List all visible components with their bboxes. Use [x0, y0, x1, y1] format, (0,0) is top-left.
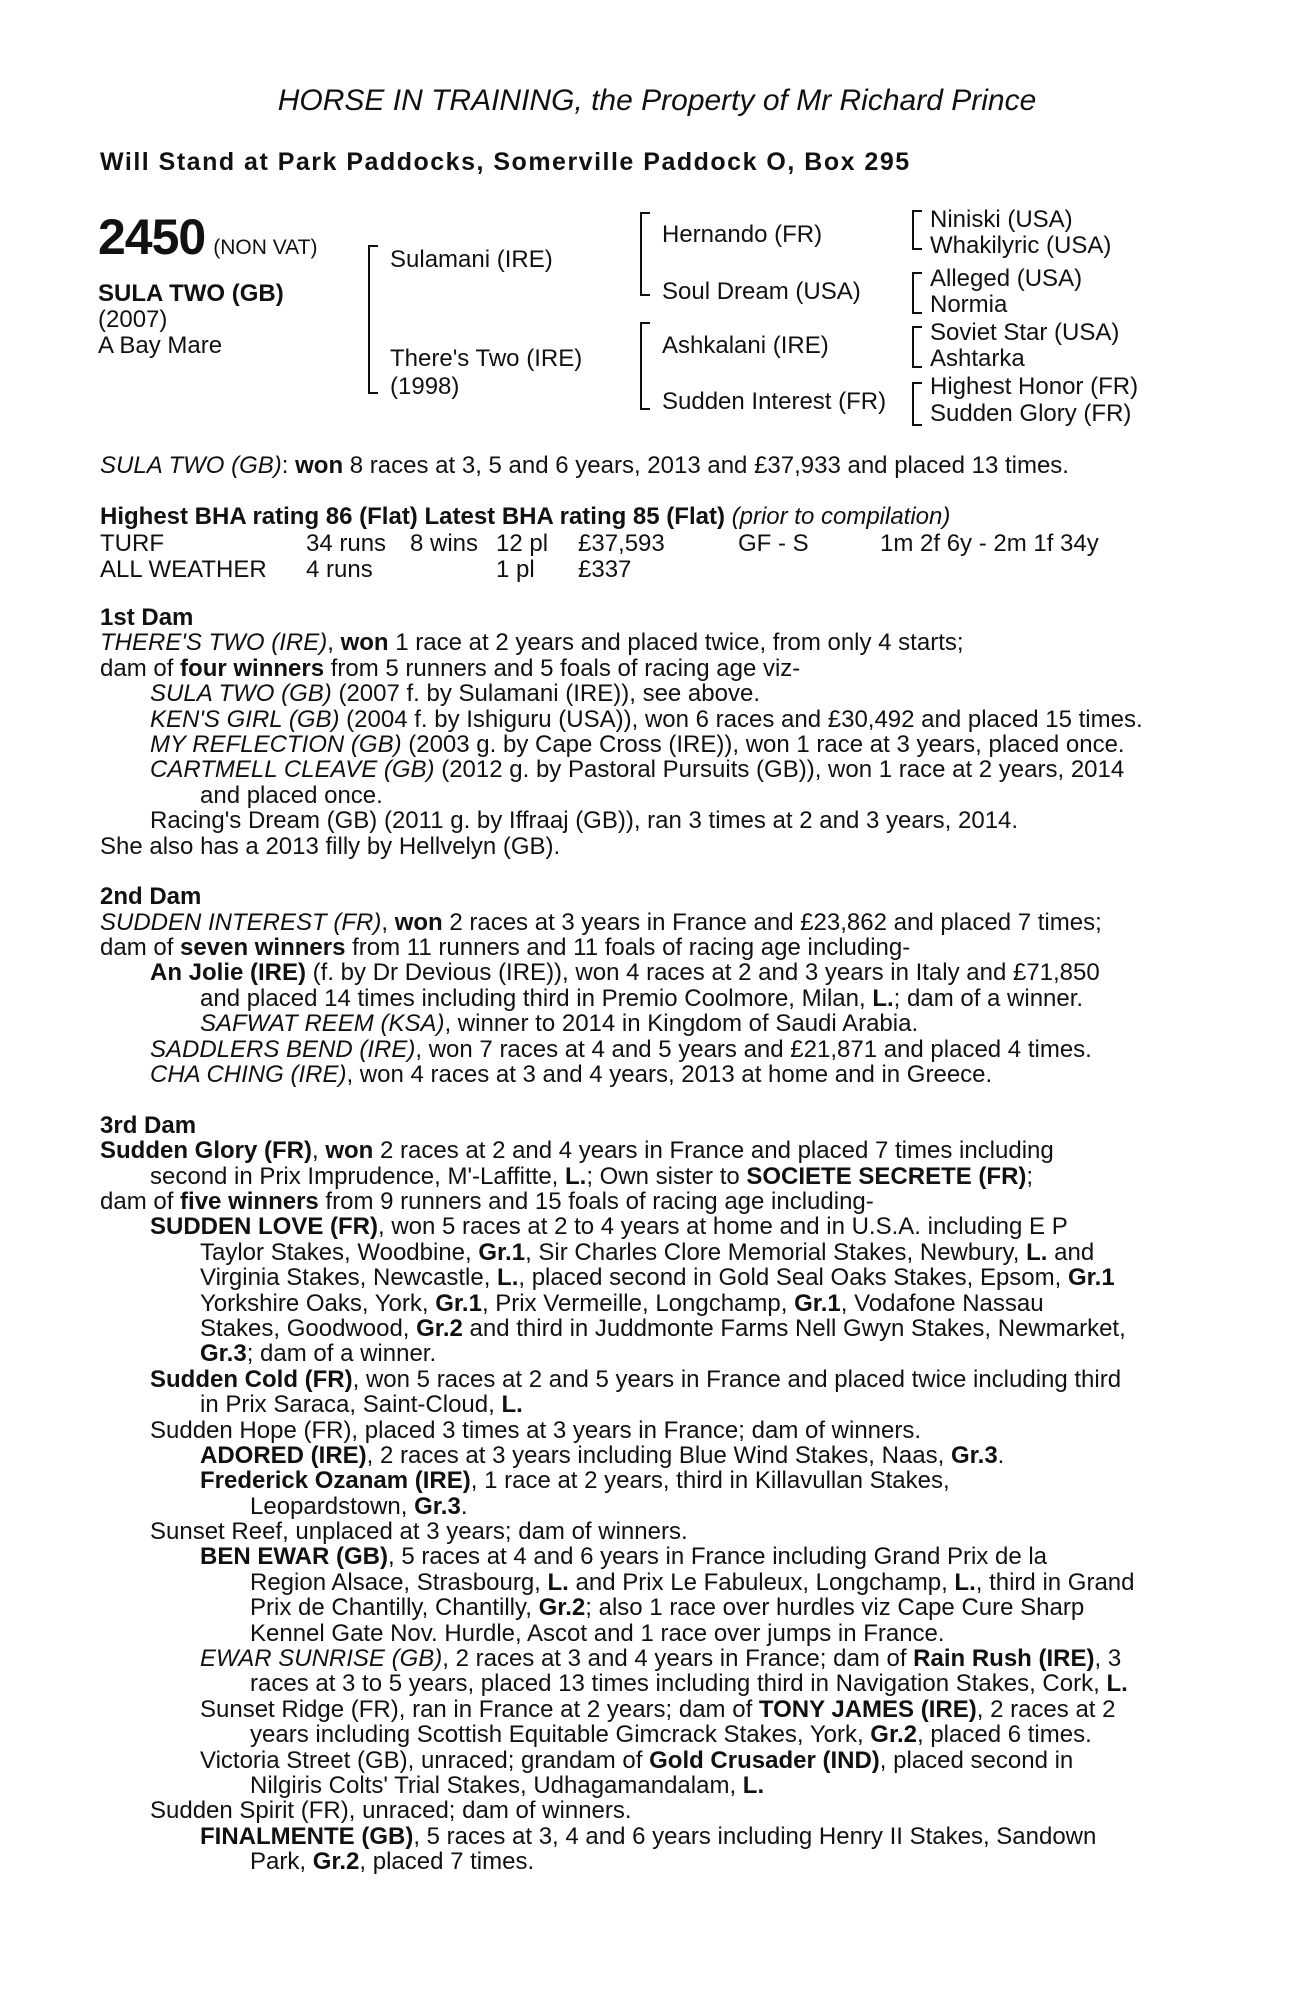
dam3-l1b-pre: second in Prix Imprudence, M'-Laffitte, [150, 1162, 565, 1190]
dam2-progeny-1-cont-post: ; dam of a winner. [893, 984, 1084, 1012]
vs-2b: L. [742, 1771, 765, 1799]
dam2-progeny-1 [100, 960, 1210, 985]
pedigree-brace-sire [640, 212, 650, 296]
dam3-finalmente-2 [100, 1849, 1210, 1874]
dam1-progeny-4-name: CARTMELL CLEAVE (GB) [150, 756, 435, 784]
turf-pl: 12 pl [496, 530, 549, 557]
dam3-line1b [100, 1164, 1210, 1189]
dam1-progeny-2-name: KEN'S GIRL (GB) [150, 705, 340, 733]
sl-3a: Virginia Stakes, Newcastle, [200, 1264, 498, 1292]
pedigree-sds: Alleged (USA) [930, 265, 1083, 292]
ewar-sunrise-name: EWAR SUNRISE (GB) [200, 1645, 443, 1673]
es-b: Rain Rush (IRE) [913, 1645, 1095, 1673]
dam2-progeny-1-cont-b: L. [872, 984, 894, 1012]
dam3-victoria-street-1 [100, 1748, 1210, 1773]
summary-won: won [295, 452, 344, 479]
es-2a: races at 3 to 5 years, placed 13 times including third in Navigation Stakes, Cork, [250, 1670, 1107, 1698]
turf-wins: 8 wins [410, 530, 479, 557]
pedigree-dam-dam: Sudden Interest (FR) [662, 388, 887, 415]
pedigree-ddd: Sudden Glory (FR) [930, 400, 1132, 427]
sl-2e: and [1047, 1238, 1095, 1266]
dam1-progeny-4-cont: and placed once. [200, 781, 383, 809]
dam2-progeny-3-name: CHA CHING (IRE) [150, 1061, 347, 1089]
dam2-progeny-3 [100, 1062, 1210, 1087]
dam1-won: won [340, 629, 389, 657]
summary-line: SULA TWO (GB): won 8 races at 3, 5 and 6 years, 2013 and £37,933 and placed 13 times. [100, 452, 1069, 479]
dam1-progeny-3-rest: (2003 g. by Cape Cross (IRE)), won 1 race at 3 years, placed once. [401, 730, 1125, 758]
fi-2b: Gr.2 [312, 1848, 360, 1876]
be-1: , 5 races at 4 and 6 years in France including Grand Prix de la [388, 1543, 1048, 1571]
dam2-progeny-3-rest: , won 4 races at 3 and 4 years, 2013 at home and in Greece. [346, 1061, 993, 1089]
es-2b: L. [1106, 1670, 1128, 1698]
dam2-progeny-2-name: SADDLERS BEND (IRE) [150, 1035, 416, 1063]
pedigree-brace-sd [912, 272, 922, 314]
dam3-sunset-ridge-1 [100, 1697, 1210, 1722]
dam1-progeny-3-name: MY REFLECTION (GB) [150, 730, 402, 758]
pedigree-brace-ds [912, 326, 922, 368]
dam-sections [100, 605, 1210, 1875]
dam1-line2 [100, 656, 1210, 681]
sl-4c: , Prix Vermeille, Longchamp, [481, 1289, 795, 1317]
dam3-line1: Sudden Glory (FR), won 2 races at 2 and 4 years in France and placed 7 times including [100, 1137, 1054, 1165]
pedigree-brace-ss [912, 210, 922, 250]
page-title: HORSE IN TRAINING, the Property of Mr Richard Prince [277, 84, 1037, 117]
srd-2b: Gr.2 [870, 1721, 917, 1749]
dam3-sunset-reef: Sunset Reef, unplaced at 3 years; dam of winners. [150, 1518, 688, 1546]
sl-6a: Gr.3 [200, 1340, 247, 1368]
ratings-line [100, 503, 950, 531]
dam3-finalmente-1 [100, 1824, 1210, 1849]
sl-3b: L. [497, 1264, 519, 1292]
dam3-sudden-love-2 [100, 1240, 1210, 1265]
dam2-progeny-1-name: An Jolie (IRE) [150, 959, 307, 987]
be-2b: L. [547, 1568, 569, 1596]
pedigree-dam-sire: Ashkalani (IRE) [662, 332, 829, 359]
dam2-grandprogeny-1-rest: , winner to 2014 in Kingdom of Saudi Arabia. [444, 1010, 919, 1038]
vat-status: (NON VAT) [213, 236, 318, 259]
dam3-sudden-hope: Sudden Hope (FR), placed 3 times at 3 years in France; dam of winners. [150, 1416, 922, 1444]
turf-going: GF - S [738, 530, 809, 557]
dam3-sudden-love-5 [100, 1316, 1210, 1341]
ad-rest: , 2 races at 3 years including Blue Wind Stakes, Naas, [366, 1441, 951, 1469]
dam3-l2-post: from 9 runners and 15 foals of racing age including- [318, 1187, 874, 1215]
lot-number [98, 208, 317, 266]
sl-2d: L. [1026, 1238, 1048, 1266]
sc-2b: L. [501, 1391, 523, 1419]
dam1-rest: 1 race at 2 years and placed twice, from only 4 starts; [388, 629, 964, 657]
dam3-line2 [100, 1189, 1210, 1214]
sudden-cold-name: Sudden Cold (FR) [150, 1365, 353, 1393]
sl-5b: Gr.2 [416, 1314, 463, 1342]
pedigree-sire-sire: Hernando (FR) [662, 221, 823, 248]
sudden-love-name: SUDDEN LOVE (FR) [150, 1213, 378, 1241]
pedigree-sss: Niniski (USA) [930, 206, 1073, 233]
aw-label: ALL WEATHER [100, 556, 267, 583]
dam3-sudden-spirit: Sudden Spirit (FR), unraced; dam of winners. [150, 1797, 632, 1825]
sl-5c: and third in Juddmonte Farms Nell Gwyn Stakes, Newmarket, [462, 1314, 1126, 1342]
fo-rest: , 1 race at 2 years, third in Killavullan Stakes, [470, 1467, 950, 1495]
pedigree-dsd: Ashtarka [930, 345, 1025, 372]
dam2-won: won [394, 908, 443, 936]
dam2-progeny-2-rest: , won 7 races at 4 and 5 years and £21,871 and placed 4 times. [415, 1035, 1092, 1063]
dam3-winners: five winners [180, 1187, 319, 1215]
dam3-frederick-1 [100, 1468, 1210, 1493]
dam1-progeny-2-rest: (2004 f. by Ishiguru (USA)), won 6 races and £30,492 and placed 15 times. [339, 705, 1143, 733]
sl-2c: , Sir Charles Clore Memorial Stakes, Newbury, [525, 1238, 1027, 1266]
sl-2a: Taylor Stakes, Woodbine, [200, 1238, 479, 1266]
ratings-bold: Highest BHA rating 86 (Flat) Latest BHA rating 85 (Flat) [100, 503, 725, 530]
dam2-grandprogeny-1 [100, 1011, 1210, 1036]
sl-6b: ; dam of a winner. [246, 1340, 437, 1368]
dam3-l1b-mid: ; Own sister to [586, 1162, 747, 1190]
be-2c: and Prix Le Fabuleux, Longchamp, [568, 1568, 955, 1596]
dam2-progeny-1-cont-pre: and placed 14 times including third in Premio Coolmore, Milan, [200, 984, 873, 1012]
pedigree-sire: Sulamani (IRE) [390, 246, 553, 273]
dam3-sudden-cold-1 [100, 1367, 1210, 1392]
dam2-heading: 2nd Dam [100, 883, 202, 911]
fi-2a: Park, [250, 1848, 313, 1876]
sl-4e: , Vodafone Nassau [840, 1289, 1044, 1317]
aw-runs: 4 runs [306, 556, 373, 583]
vs-a: Victoria Street (GB), unraced; grandam of [200, 1746, 650, 1774]
horse-year: (2007) [98, 306, 168, 333]
srd-b: TONY JAMES (IRE) [758, 1695, 977, 1723]
pedigree-sdd: Normia [930, 291, 1008, 318]
turf-distance: 1m 2f 6y - 2m 1f 34y [880, 530, 1099, 557]
sl-4b: Gr.1 [435, 1289, 482, 1317]
pedigree-ssd: Whakilyric (USA) [930, 232, 1112, 259]
dam1-line1: THERE'S TWO (IRE), won 1 race at 2 years and placed twice, from only 4 starts; [100, 629, 964, 657]
srd-2a: years including Scottish Equitable Gimcrack Stakes, York, [250, 1721, 871, 1749]
dam3-sudden-cold-2 [100, 1392, 1210, 1417]
dam3-ben-ewar-4: Kennel Gate Nov. Hurdle, Ascot and 1 race over jumps in France. [250, 1619, 945, 1647]
dam1-progeny-3 [100, 732, 1210, 757]
pedigree-dss: Soviet Star (USA) [930, 319, 1120, 346]
vs-c: , placed second in [879, 1746, 1074, 1774]
es-1e: , 3 [1094, 1645, 1122, 1673]
turf-prize: £37,593 [578, 530, 665, 557]
pedigree-brace-main [368, 245, 378, 394]
dam1-footer: She also has a 2013 filly by Hellvelyn (GB). [100, 832, 561, 860]
sl-3d: Gr.1 [1067, 1264, 1115, 1292]
spacer [100, 1087, 1210, 1112]
dam1-progeny-4 [100, 757, 1210, 782]
dam3-ben-ewar-3 [100, 1595, 1210, 1620]
turf-runs: 34 runs [306, 530, 387, 557]
fo-2a: Leopardstown, [250, 1492, 415, 1520]
sl-3c: , placed second in Gold Seal Oaks Stakes, Epsom, [518, 1264, 1068, 1292]
vs-b: Gold Crusader (IND) [649, 1746, 880, 1774]
fi-1: , 5 races at 3, 4 and 6 years including Henry II Stakes, Sandown [413, 1822, 1097, 1850]
dam3-heading: 3rd Dam [100, 1111, 197, 1139]
adored-name: ADORED (IRE) [200, 1441, 367, 1469]
dam2-progeny-1-rest: (f. by Dr Devious (IRE)), won 4 races at 2 and 3 years in Italy and £71,850 [306, 959, 1100, 987]
ad-end: . [997, 1441, 1005, 1469]
dam1-progeny-5: Racing's Dream (GB) (2011 g. by Iffraaj (GB)), ran 3 times at 2 and 3 years, 2014. [150, 807, 1019, 835]
be-3a: Prix de Chantilly, Chantilly, [250, 1594, 539, 1622]
dam1-l2-post: from 5 runners and 5 foals of racing age viz- [324, 654, 801, 682]
sudden-love-1: , won 5 races at 2 to 4 years at home and in U.S.A. including E P [378, 1213, 1068, 1241]
ratings-note: (prior to compilation) [731, 503, 951, 530]
dam3-ben-ewar-2 [100, 1570, 1210, 1595]
pedigree-sire-dam: Soul Dream (USA) [662, 278, 861, 305]
dam1-l2-pre: dam of [100, 654, 181, 682]
dam3-adored [100, 1443, 1210, 1468]
lot-number-value: 2450 [98, 209, 206, 265]
dam3-sudden-love-6 [100, 1341, 1210, 1366]
dam3-frederick-2 [100, 1494, 1210, 1519]
finalmente-name: FINALMENTE (GB) [200, 1822, 414, 1850]
pedigree-dam: There's Two (IRE) [390, 345, 583, 372]
dam3-l2-pre: dam of [100, 1187, 181, 1215]
pedigree-brace-dd [912, 382, 922, 426]
dam1-progeny-2 [100, 707, 1210, 732]
dam3-won: won [325, 1137, 374, 1165]
turf-label: TURF [100, 530, 164, 557]
aw-prize: £337 [578, 556, 632, 583]
dam2-l2-post: from 11 runners and 11 foals of racing age including- [345, 934, 911, 962]
ad-g: Gr.3 [950, 1441, 998, 1469]
ben-ewar-name: BEN EWAR (GB) [200, 1543, 388, 1571]
sl-4a: Yorkshire Oaks, York, [200, 1289, 436, 1317]
sc-1: , won 5 races at 2 and 5 years in France and placed twice including third [352, 1365, 1122, 1393]
pedigree-dam-year: (1998) [390, 373, 460, 400]
spacer [100, 859, 1210, 884]
dam1-progeny-1-rest: (2007 f. by Sulamani (IRE)), see above. [331, 680, 760, 708]
pedigree-dds: Highest Honor (FR) [930, 373, 1139, 400]
dam3-l1b-b: L. [565, 1162, 587, 1190]
dam2-rest: 2 races at 3 years in France and £23,862 and placed 7 times; [442, 908, 1102, 936]
dam3-name: Sudden Glory (FR) [100, 1137, 312, 1165]
dam3-ewar-sunrise-1 [100, 1646, 1210, 1671]
sl-2b: Gr.1 [478, 1238, 526, 1266]
sc-2a: in Prix Saraca, Saint-Cloud, [200, 1391, 502, 1419]
be-2d: L. [954, 1568, 976, 1596]
es-1: , 2 races at 3 and 4 years in France; dam of [442, 1645, 914, 1673]
dam1-winners: four winners [180, 654, 325, 682]
dam1-progeny-1 [100, 681, 1210, 706]
be-3b: Gr.2 [538, 1594, 586, 1622]
sl-4d: Gr.1 [794, 1289, 841, 1317]
dam3-ewar-sunrise-2 [100, 1671, 1210, 1696]
dam2-grandprogeny-1-name: SAFWAT REEM (KSA) [200, 1010, 445, 1038]
stand-location: Will Stand at Park Paddocks, Somerville Paddock O, Box 295 [100, 148, 911, 176]
dam2-winners: seven winners [180, 934, 346, 962]
srd-a: Sunset Ridge (FR), ran in France at 2 years; dam of [200, 1695, 759, 1723]
dam1-progeny-1-name: SULA TWO (GB) [150, 680, 332, 708]
horse-sex: A Bay Mare [98, 332, 223, 359]
be-2e: , third in Grand [975, 1568, 1135, 1596]
dam3-sudden-love-4 [100, 1291, 1210, 1316]
dam3-sudden-love-3 [100, 1265, 1210, 1290]
fo-2b: Gr.3 [414, 1492, 461, 1520]
fi-2c: , placed 7 times. [359, 1848, 535, 1876]
frederick-name: Frederick Ozanam (IRE) [200, 1467, 471, 1495]
dam3-victoria-street-2 [100, 1773, 1210, 1798]
be-2a: Region Alsace, Strasbourg, [250, 1568, 548, 1596]
dam3-sunset-ridge-2 [100, 1722, 1210, 1747]
dam1-name: THERE'S TWO (IRE) [100, 629, 328, 657]
dam2-progeny-2 [100, 1037, 1210, 1062]
dam2-line2 [100, 935, 1210, 960]
dam3-l1b-post: ; [1026, 1162, 1034, 1190]
dam2-l2-pre: dam of [100, 934, 181, 962]
dam2-line1: SUDDEN INTEREST (FR), won 2 races at 3 years in France and £23,862 and placed 7 times; [100, 908, 1102, 936]
dam3-sudden-love-1 [100, 1214, 1210, 1239]
summary-name: SULA TWO (GB) [100, 452, 282, 479]
vs-2a: Nilgiris Colts' Trial Stakes, Udhagamandalam, [250, 1771, 743, 1799]
dam3-rest: 2 races at 2 and 4 years in France and placed 7 times including [373, 1137, 1054, 1165]
aw-pl: 1 pl [496, 556, 535, 583]
srd-c: , 2 races at 2 [976, 1695, 1116, 1723]
srd-2c: , placed 6 times. [917, 1721, 1092, 1749]
fo-2c: . [460, 1492, 468, 1520]
pedigree-brace-dam [640, 322, 650, 410]
dam3-own-sister: SOCIETE SECRETE (FR) [746, 1162, 1027, 1190]
horse-name: SULA TWO (GB) [98, 280, 284, 307]
be-3c: ; also 1 race over hurdles viz Cape Cure Sharp [585, 1594, 1085, 1622]
summary-text: 8 races at 3, 5 and 6 years, 2013 and £37,933 and placed 13 times. [343, 452, 1069, 479]
sl-5a: Stakes, Goodwood, [200, 1314, 417, 1342]
dam1-progeny-4-rest: (2012 g. by Pastoral Pursuits (GB)), won 1 race at 2 years, 2014 [434, 756, 1125, 784]
dam2-progeny-1-cont [100, 986, 1210, 1011]
dam1-heading: 1st Dam [100, 604, 194, 631]
dam2-name: SUDDEN INTEREST (FR) [100, 908, 382, 936]
dam3-ben-ewar-1 [100, 1544, 1210, 1569]
